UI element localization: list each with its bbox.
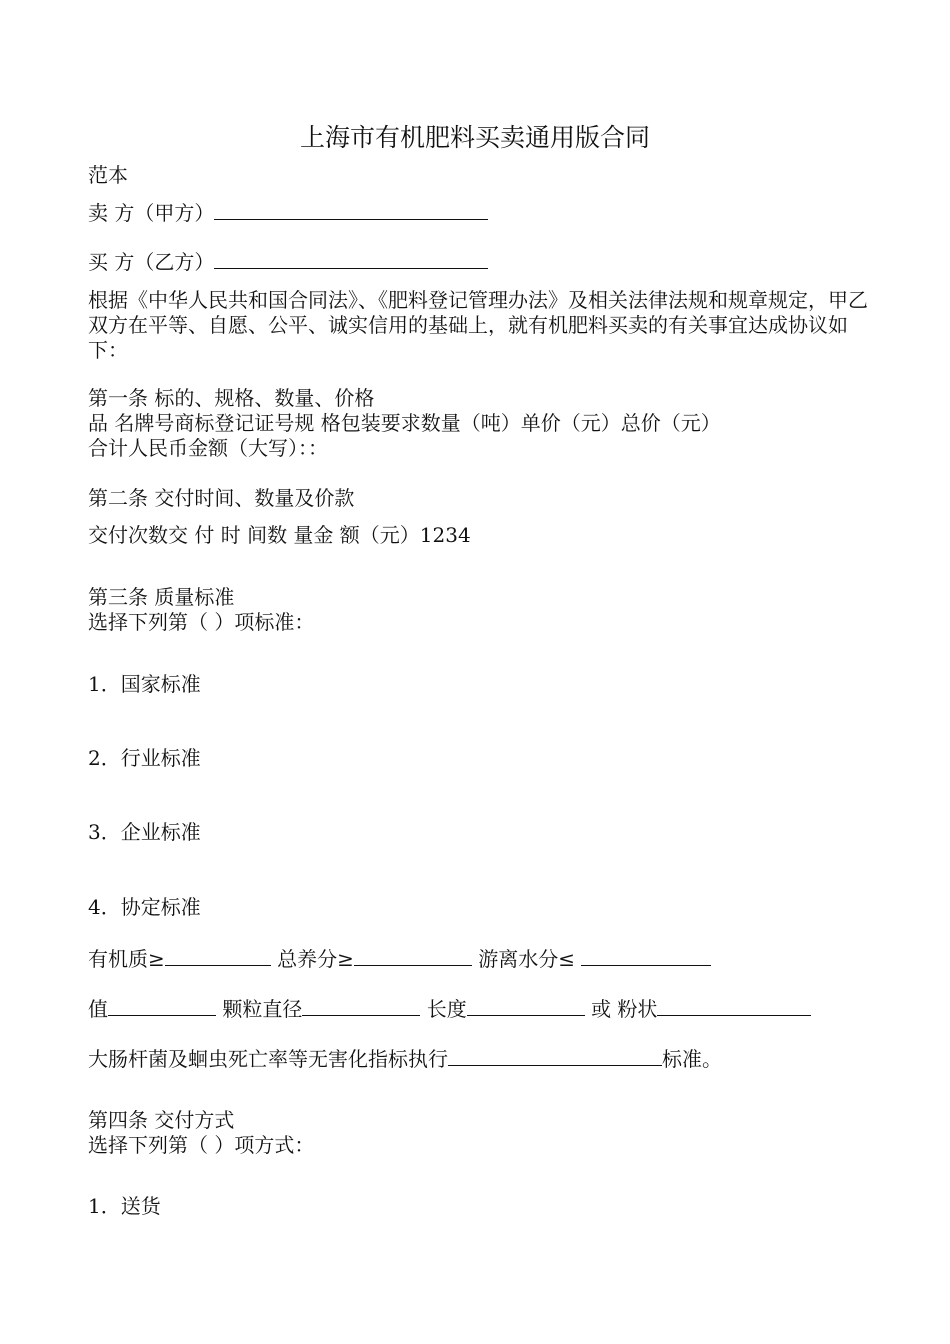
standard-option-enterprise: 3．企业标准 (88, 820, 201, 844)
delivery-option-send: 1．送货 (88, 1194, 161, 1218)
article3-prompt: 选择下列第（ ）项标准： (88, 610, 315, 634)
length-blank[interactable] (467, 995, 585, 1016)
document-title: 上海市有机肥料买卖通用版合同 (299, 123, 650, 152)
free-water-label: 游离水分≤ (478, 947, 576, 971)
organic-matter-blank[interactable] (165, 945, 271, 966)
total-nutrient-blank[interactable] (354, 945, 472, 966)
seller-label: 卖 方（甲方） (88, 201, 215, 225)
spec-line-3 (88, 1045, 722, 1071)
powder-blank[interactable] (657, 995, 811, 1016)
article4-heading: 第四条 交付方式 (88, 1108, 235, 1132)
standard-option-agreed: 4．协定标准 (88, 895, 201, 919)
article1-heading: 第一条 标的、规格、数量、价格 (88, 386, 375, 410)
free-water-blank[interactable] (581, 945, 711, 966)
buyer-label: 买 方（乙方） (88, 250, 215, 274)
article2-heading: 第二条 交付时间、数量及价款 (88, 486, 355, 510)
standard-option-industry: 2．行业标准 (88, 746, 201, 770)
organic-matter-label: 有机质≥ (88, 947, 165, 971)
length-label: 长度 (426, 997, 467, 1021)
harmless-index-label: 大肠杆菌及蛔虫死亡率等无害化指标执行 (88, 1047, 448, 1071)
powder-label: 或 粉状 (591, 997, 658, 1021)
article2-table-header: 交付次数交 付 时 间数 量金 额（元）1234 (88, 523, 471, 547)
value-label: 值 (88, 997, 108, 1021)
article1-total: 合计人民币金额（大写）：： (88, 436, 328, 460)
buyer-line (88, 248, 488, 274)
value-blank[interactable] (108, 995, 216, 1016)
spec-line-1 (88, 945, 711, 971)
harmless-index-suffix: 标准。 (662, 1047, 722, 1071)
article1-table-header: 品 名牌号商标登记证号规 格包装要求数量（吨）单价（元）总价（元） (88, 411, 721, 435)
seller-line (88, 199, 488, 225)
spec-line-2 (88, 995, 811, 1021)
standard-option-national: 1．国家标准 (88, 672, 201, 696)
grain-diameter-blank[interactable] (302, 995, 420, 1016)
seller-blank[interactable] (214, 199, 488, 220)
document-subtitle: 范本 (88, 163, 128, 187)
article3-heading: 第三条 质量标准 (88, 585, 235, 609)
buyer-blank[interactable] (214, 248, 488, 269)
article4-prompt: 选择下列第（ ）项方式： (88, 1133, 315, 1157)
grain-diameter-label: 颗粒直径 (222, 997, 303, 1021)
total-nutrient-label: 总养分≥ (277, 947, 354, 971)
preamble-paragraph: 根据《中华人民共和国合同法》、《肥料登记管理办法》及相关法律法规和规章规定，甲乙双方在平等、自愿、公平、诚实信用的基础上，就有机肥料买卖的有关事宜达成协议如下： (88, 288, 868, 362)
harmless-index-blank[interactable] (448, 1045, 662, 1066)
